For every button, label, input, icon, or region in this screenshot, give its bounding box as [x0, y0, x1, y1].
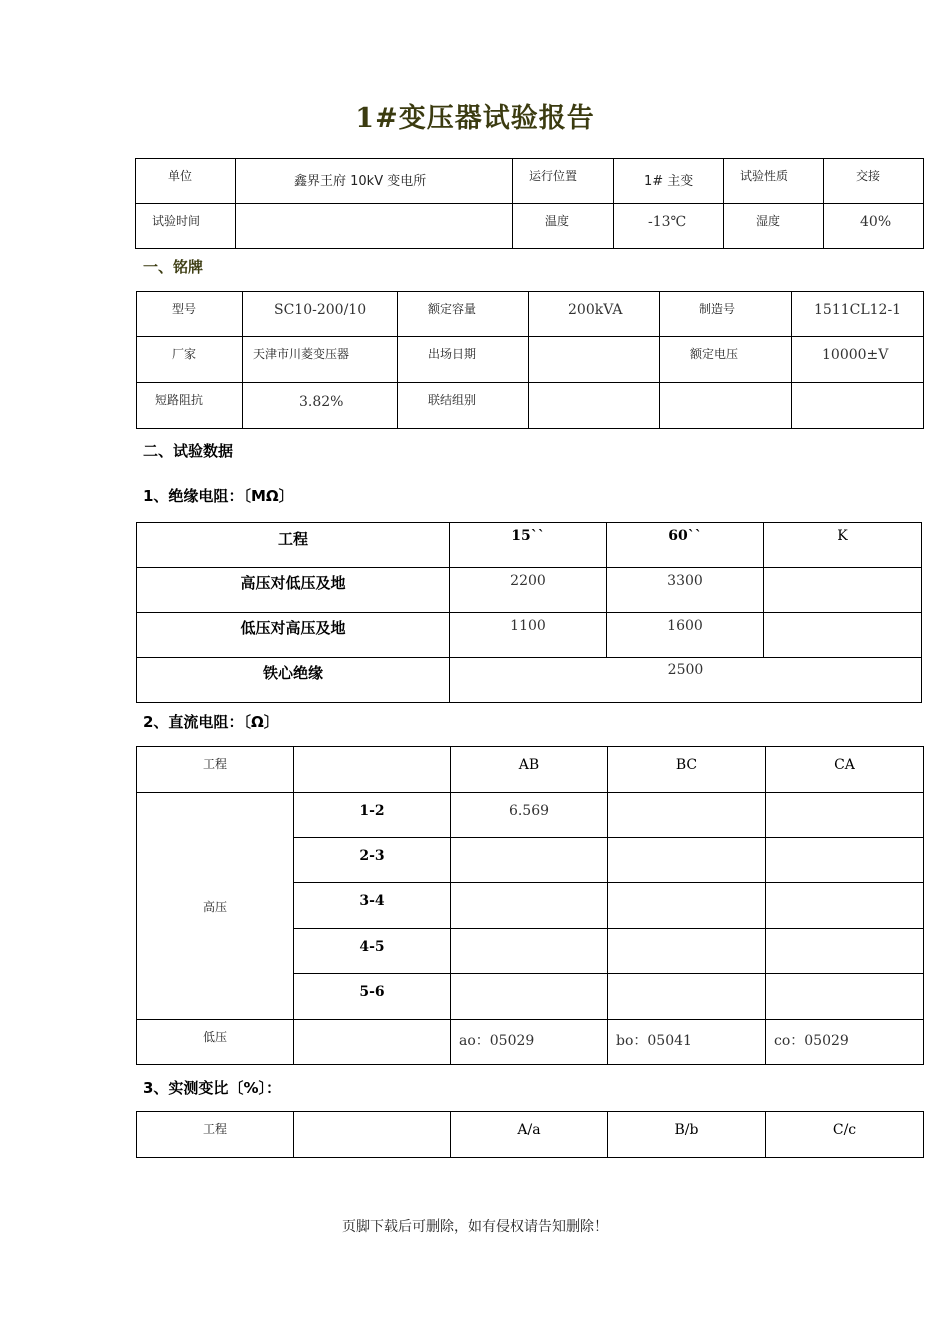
dc-tap-bc — [608, 974, 765, 984]
dc-tap-ab — [451, 974, 607, 984]
dc-tap-ab: 6.569 — [508, 803, 550, 819]
insulation-table — [136, 522, 922, 703]
dc-header-bc: BC — [675, 757, 698, 773]
nature-value: 交接 — [856, 169, 881, 183]
ratio-heading: 3、实测变比〔%〕： — [143, 1079, 281, 1097]
dc-tap-ab — [451, 838, 607, 848]
location-value: 1# 主变 — [644, 174, 694, 189]
temp-label-cell — [513, 204, 614, 249]
temp-value-cell — [614, 204, 724, 249]
report-title: 1#变压器试验报告 — [355, 103, 595, 134]
header-table — [135, 158, 924, 249]
ins-row-15s: 2200 — [510, 573, 546, 589]
nature-label: 试验性质 — [740, 169, 789, 183]
dc-tap: 1-2 — [359, 803, 385, 819]
table-row — [137, 568, 922, 613]
dc-item-label: 工程 — [202, 757, 227, 771]
dc-header-ab: AB — [518, 757, 540, 773]
model-label: 型号 — [172, 302, 197, 316]
serial-value: 1511CL12-1 — [814, 302, 902, 318]
ins-header-k: K — [837, 528, 848, 544]
time-label: 试验时间 — [152, 214, 201, 228]
test-data-heading: 二、试验数据 — [143, 442, 234, 460]
ins-row-60s: 1600 — [667, 618, 703, 634]
model-value: SC10-200/10 — [274, 302, 367, 318]
insulation-heading: 1、绝缘电阻：〔MΩ〕 — [143, 487, 294, 505]
humidity-value: 40% — [860, 214, 892, 230]
table-row — [137, 658, 922, 703]
date-label: 出场日期 — [428, 347, 477, 361]
ratio-header-cc: C/c — [832, 1122, 857, 1138]
ratio-table — [136, 1111, 924, 1158]
page-footer: 页脚下载后可删除，如有侵权请告知删除！ — [342, 1219, 608, 1235]
ratio-header-bb: B/b — [674, 1122, 699, 1138]
ratio-header-aa: A/a — [517, 1122, 541, 1138]
time-value-cell — [236, 204, 513, 249]
unit-value-cell — [236, 159, 513, 204]
dc-lv-ao: ao：05029 — [459, 1033, 535, 1049]
unit-label-cell — [136, 159, 236, 204]
temp-value: -13℃ — [648, 214, 687, 230]
maker-value: 天津市川菱变压器 — [253, 347, 350, 361]
ins-row-item: 低压对高压及地 — [240, 619, 346, 637]
ins-header-15s: 15`` — [511, 528, 545, 544]
voltage-value: 10000±V — [822, 347, 889, 363]
dc-lv-label: 低压 — [202, 1030, 227, 1044]
dc-tap-bc — [608, 883, 765, 893]
location-label: 运行位置 — [529, 169, 578, 183]
dc-tap-ca — [766, 974, 923, 984]
unit-label: 单位 — [168, 169, 193, 183]
humidity-value-cell — [824, 204, 924, 249]
ins-header-60s: 60`` — [668, 528, 702, 544]
nameplate-heading: 一、铭牌 — [143, 258, 204, 276]
impedance-value: 3.82% — [299, 394, 344, 410]
table-row — [137, 613, 922, 658]
group-label: 联结组别 — [428, 393, 477, 407]
ins-row-60s: 3300 — [667, 573, 703, 589]
dc-tap-bc — [608, 838, 765, 848]
dc-tap: 5-6 — [359, 984, 385, 1000]
capacity-value: 200kVA — [568, 302, 623, 318]
dc-tap-bc — [608, 929, 765, 939]
location-value-cell — [614, 159, 724, 204]
ins-row-item: 高压对低压及地 — [240, 574, 346, 592]
ins-row-15s: 1100 — [510, 618, 546, 634]
table-row — [137, 1020, 924, 1065]
dc-tap-ca — [766, 929, 923, 939]
voltage-label: 额定电压 — [690, 347, 739, 361]
nature-value-cell — [824, 159, 924, 204]
nature-label-cell — [724, 159, 824, 204]
dc-tap: 2-3 — [359, 848, 385, 864]
dc-resistance-table — [136, 746, 924, 1065]
core-label: 铁心绝缘 — [262, 664, 323, 682]
core-value: 2500 — [667, 662, 704, 678]
dc-tap-ca — [766, 838, 923, 848]
table-row — [137, 793, 924, 838]
dc-lv-co: co：05029 — [774, 1033, 849, 1049]
dc-header-ca: CA — [834, 757, 855, 773]
dc-tap-ab — [451, 883, 607, 893]
ins-header-item: 工程 — [277, 530, 308, 548]
dc-tap-ca — [766, 793, 923, 803]
capacity-label: 额定容量 — [428, 302, 477, 316]
ratio-item-label: 工程 — [202, 1122, 227, 1136]
location-label-cell — [513, 159, 614, 204]
maker-label: 厂家 — [172, 347, 197, 361]
time-label-cell — [136, 204, 236, 249]
dc-tap: 4-5 — [359, 939, 385, 955]
humidity-label: 湿度 — [756, 214, 781, 228]
ins-row-k — [764, 613, 921, 623]
dc-tap-bc — [608, 793, 765, 803]
dc-hv-label: 高压 — [202, 899, 227, 914]
nameplate-table — [136, 291, 924, 429]
dc-tap-ca — [766, 883, 923, 893]
serial-label: 制造号 — [699, 302, 736, 316]
impedance-label: 短路阻抗 — [155, 393, 204, 407]
dc-tap-ab — [451, 929, 607, 939]
humidity-label-cell — [724, 204, 824, 249]
dc-lv-bo: bo：05041 — [616, 1033, 692, 1049]
temp-label: 温度 — [545, 214, 570, 228]
dc-resistance-heading: 2、直流电阻：〔Ω〕 — [143, 713, 279, 731]
dc-tap: 3-4 — [359, 893, 385, 909]
ins-row-k — [764, 568, 921, 578]
unit-value: 鑫界王府 10kV 变电所 — [294, 174, 427, 189]
